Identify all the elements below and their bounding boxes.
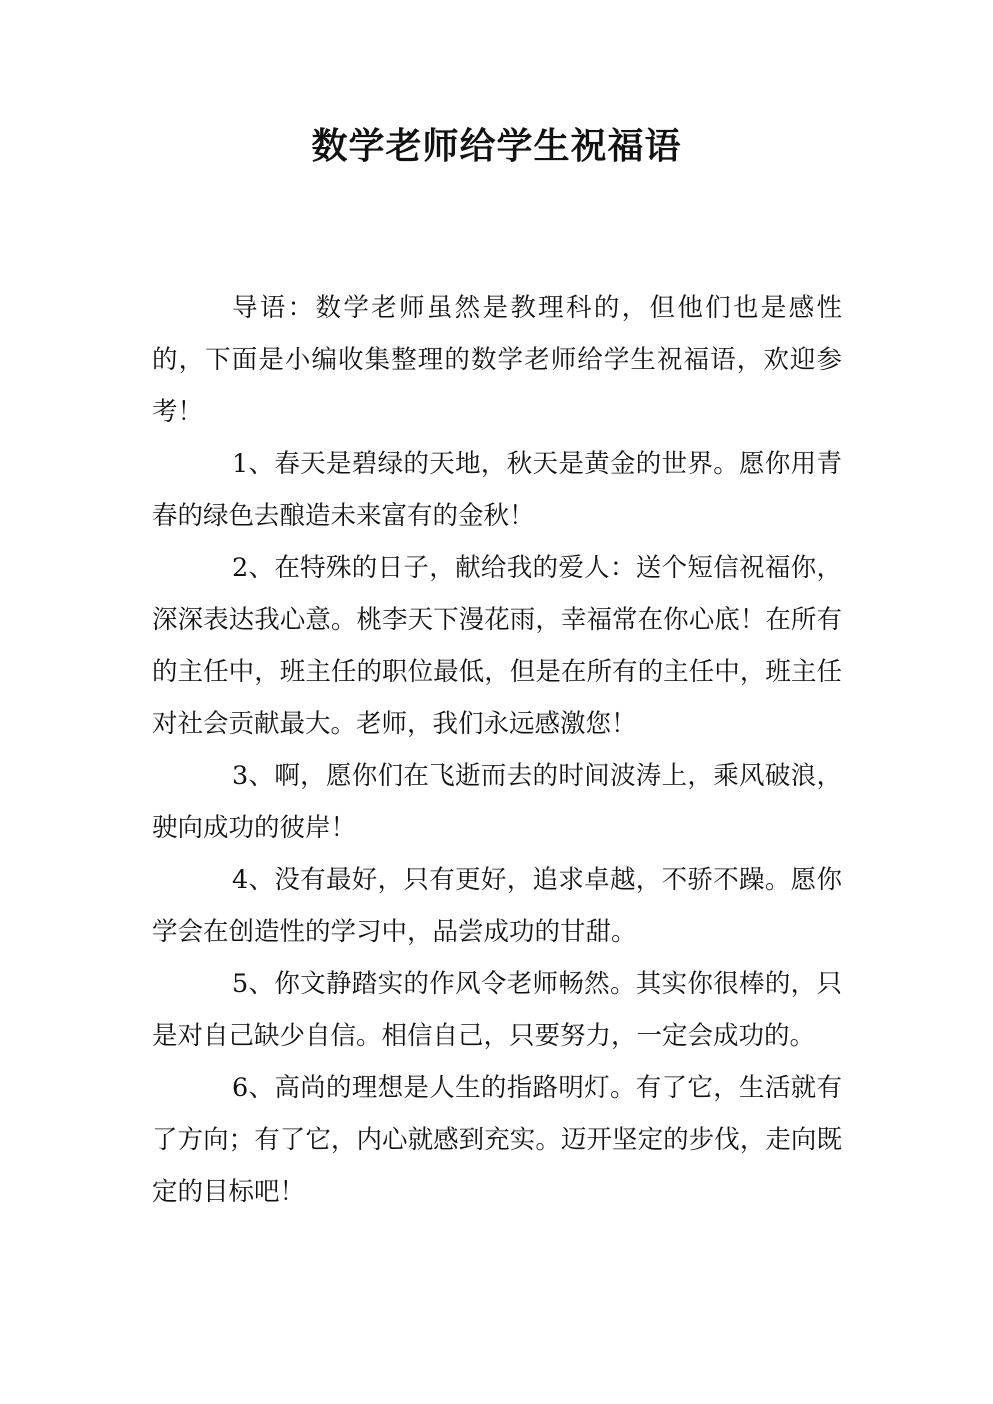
intro-paragraph: 导语：数学老师虽然是教理科的，但他们也是感性的，下面是小编收集整理的数学老师给学生祝福语，欢迎参考！ — [152, 293, 842, 427]
wish-item-1: 1、春天是碧绿的天地，秋天是黄金的世界。愿你用青春的绿色去酿造未来富有的金秋！ — [152, 449, 842, 531]
wish-item-5: 5、你文静踏实的作风令老师畅然。其实你很棒的，只是对自己缺少自信。相信自己，只要努力，一定会成功的。 — [152, 969, 842, 1051]
wish-item-2: 2、在特殊的日子，献给我的爱人：送个短信祝福你，深深表达我心意。桃李天下漫花雨，幸福常在你心底！在所有的主任中，班主任的职位最低，但是在所有的主任中，班主任对社会贡献最大。老师，我们永远感激您！ — [152, 553, 842, 739]
wish-item-4: 4、没有最好，只有更好，追求卓越，不骄不躁。愿你学会在创造性的学习中，品尝成功的甘甜。 — [152, 865, 842, 947]
document-title: 数学老师给学生祝福语 — [311, 125, 682, 167]
wish-item-6: 6、高尚的理想是人生的指路明灯。有了它，生活就有了方向；有了它，内心就感到充实。迈开坚定的步伐，走向既定的目标吧！ — [152, 1073, 842, 1207]
wish-item-3: 3、啊，愿你们在飞逝而去的时间波涛上，乘风破浪，驶向成功的彼岸！ — [152, 761, 842, 843]
document-body — [152, 282, 842, 1218]
